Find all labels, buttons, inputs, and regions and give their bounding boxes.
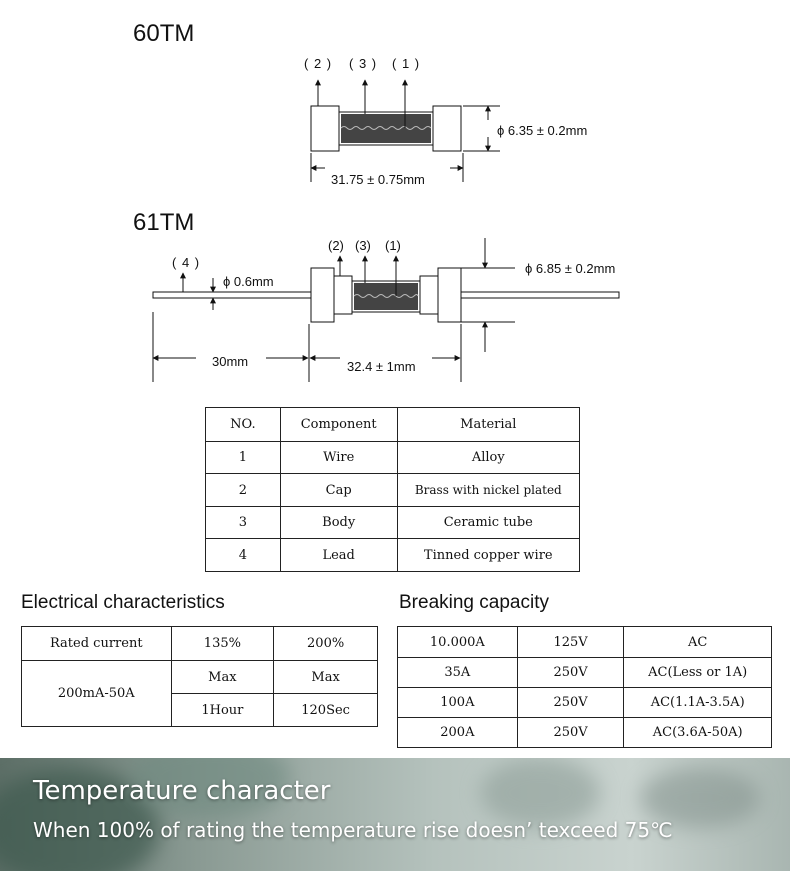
dim-61tm-length: 32.4 ± 1mm (347, 359, 416, 374)
cell-material: Brass with nickel plated (397, 474, 579, 507)
cell-material: Ceramic tube (397, 507, 579, 539)
col-135: 135% (171, 627, 274, 661)
dim-61tm-lead-diameter: ϕ 0.6mm (223, 274, 274, 289)
cell-current: 100A (398, 688, 518, 718)
table-row (398, 627, 772, 658)
breaking-table (397, 626, 772, 748)
table-row (206, 507, 580, 539)
cell-voltage: 125V (517, 627, 624, 658)
cell-no: 1 (206, 442, 281, 474)
table-row (206, 474, 580, 507)
table-row (22, 661, 378, 694)
max-200: Max (274, 661, 378, 694)
current-range: 200mA-50A (22, 661, 172, 727)
table-row (398, 688, 772, 718)
dim-60tm-diameter: ϕ 6.35 ± 0.2mm (497, 123, 588, 138)
col-200: 200% (274, 627, 378, 661)
callout-61tm-cap: (2) (328, 238, 344, 253)
header-material: Material (397, 408, 579, 442)
cell-component: Wire (280, 442, 397, 474)
rated-current-label: Rated current (22, 627, 172, 661)
table-header-row (206, 408, 580, 442)
table-row (398, 658, 772, 688)
cell-no: 3 (206, 507, 281, 539)
max-135: Max (171, 661, 274, 694)
model-61tm-title: 61TM (133, 209, 195, 236)
cell-current: 35A (398, 658, 518, 688)
callout-60tm-body: ( 3 ) (349, 56, 378, 71)
table-row (206, 442, 580, 474)
cell-type: AC (624, 627, 772, 658)
cell-voltage: 250V (517, 718, 624, 748)
callout-61tm-body: (3) (355, 238, 371, 253)
cell-current: 10.000A (398, 627, 518, 658)
callout-61tm-wire: (1) (385, 238, 401, 253)
callout-60tm-cap: ( 2 ) (304, 56, 333, 71)
cell-no: 2 (206, 474, 281, 507)
cell-component: Body (280, 507, 397, 539)
cell-type: AC(1.1A-3.5A) (624, 688, 772, 718)
banner-title: Temperature character (33, 776, 331, 806)
cell-material: Tinned copper wire (397, 539, 579, 572)
time-200: 120Sec (274, 694, 378, 727)
breaking-title: Breaking capacity (399, 592, 549, 613)
callout-61tm-lead: ( 4 ) (172, 255, 201, 270)
cell-type: AC(3.6A-50A) (624, 718, 772, 748)
cell-component: Cap (280, 474, 397, 507)
fuse-60tm-body (311, 106, 461, 151)
callout-60tm-wire: ( 1 ) (392, 56, 421, 71)
temperature-banner (0, 758, 790, 871)
cell-no: 4 (206, 539, 281, 572)
cell-type: AC(Less or 1A) (624, 658, 772, 688)
dim-61tm-diameter: ϕ 6.85 ± 0.2mm (525, 261, 616, 276)
banner-subtitle: When 100% of rating the temperature rise doesn’ texceed 75℃ (33, 818, 673, 842)
electrical-table (21, 626, 378, 727)
cell-voltage: 250V (517, 688, 624, 718)
table-row (22, 627, 378, 661)
cell-material: Alloy (397, 442, 579, 474)
time-135: 1Hour (171, 694, 274, 727)
dim-60tm-length: 31.75 ± 0.75mm (331, 172, 425, 187)
table-row (206, 539, 580, 572)
components-table (205, 407, 580, 572)
dim-61tm-lead-length: 30mm (212, 354, 249, 369)
electrical-title: Electrical characteristics (21, 592, 225, 613)
cell-current: 200A (398, 718, 518, 748)
header-no: NO. (206, 408, 281, 442)
model-60tm-title: 60TM (133, 20, 195, 47)
cell-component: Lead (280, 539, 397, 572)
header-component: Component (280, 408, 397, 442)
cell-voltage: 250V (517, 658, 624, 688)
table-row (398, 718, 772, 748)
